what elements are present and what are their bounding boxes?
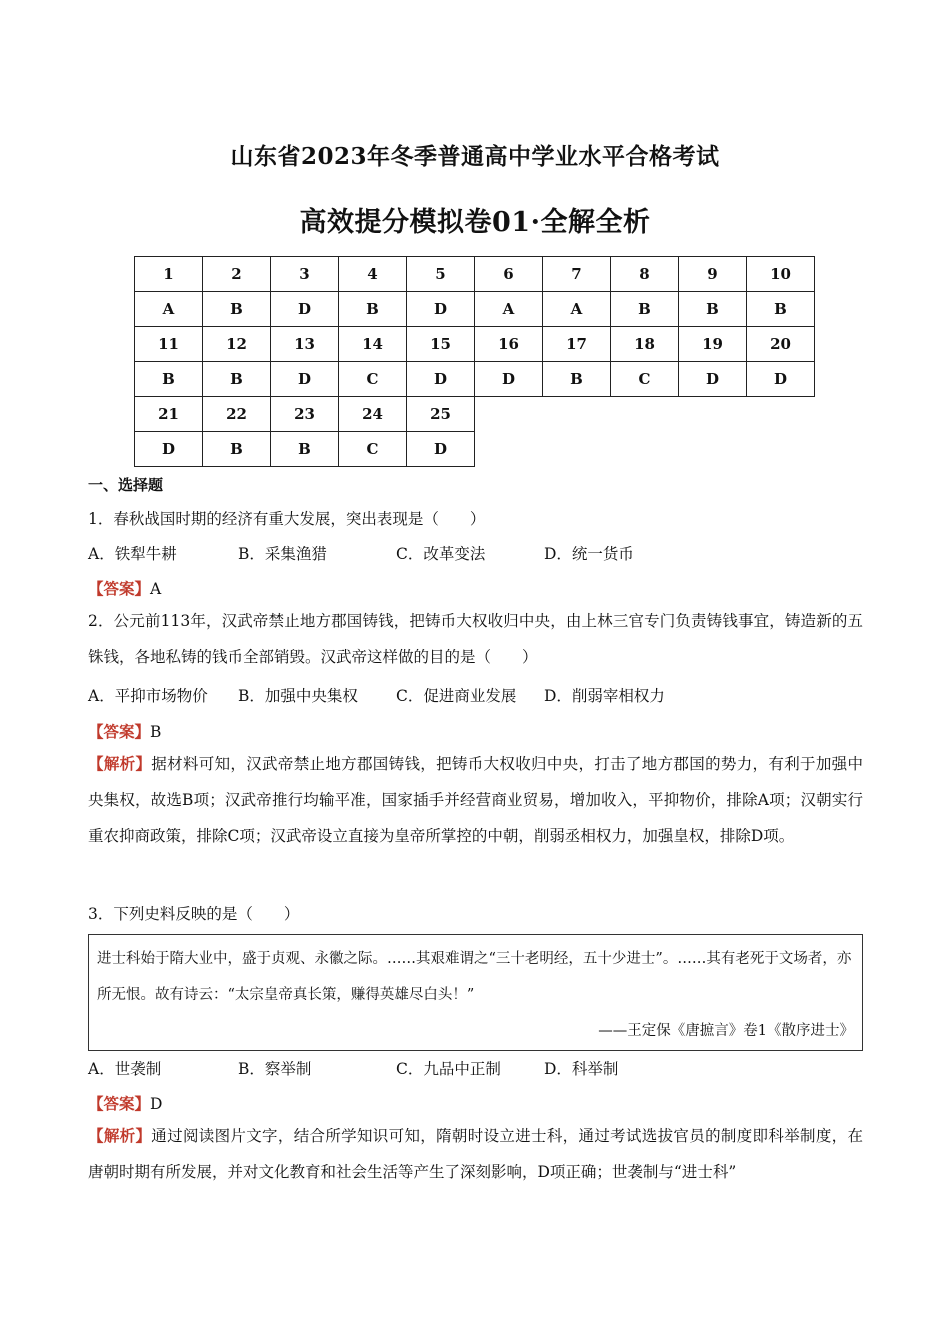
table-cell: D (679, 362, 747, 397)
question-1-answer (88, 577, 161, 599)
option-b: B．加强中央集权 (238, 687, 358, 705)
table-cell: 6 (475, 257, 543, 292)
answer-label: 【答案】 (88, 722, 151, 741)
table-cell: D (271, 362, 339, 397)
answer-value: B (150, 723, 162, 741)
analysis-text: 通过阅读图片文字，结合所学知识可知，隋朝时设立进士科，通过考试选拔官员的制度即科举制度，在唐朝时期有所发展，并对文化教育和社会生活等产生了深刻影响，D项正确；世袭制与“进士科” (88, 1127, 863, 1181)
table-cell: B (271, 432, 339, 467)
table-cell: A (543, 292, 611, 327)
option-d: D．统一货币 (544, 545, 634, 563)
table-cell: B (611, 292, 679, 327)
table-cell: 18 (611, 327, 679, 362)
table-cell: D (407, 362, 475, 397)
table-cell: 23 (271, 397, 339, 432)
option-d: D．削弱宰相权力 (544, 687, 665, 705)
table-row (135, 292, 815, 327)
question-2-options (88, 684, 665, 706)
table-cell: 13 (271, 327, 339, 362)
exam-subtitle: 高效提分模拟卷01·全解全析 (299, 207, 651, 238)
exam-title: 山东省2023年冬季普通高中学业水平合格考试 (230, 143, 720, 170)
question-2-answer (88, 720, 161, 742)
quote-text: 进士科始于隋大业中，盛于贞观、永徽之际。……其艰难谓之“三十老明经，五十少进士”。……其有老死于文场者，亦所无恨。故有诗云：“太宗皇帝真长策，赚得英雄尽白头！” (97, 951, 852, 1003)
table-row (135, 362, 815, 397)
table-cell: 4 (339, 257, 407, 292)
table-cell: B (203, 432, 271, 467)
question-2-analysis (88, 746, 863, 854)
source-quote-box (88, 934, 863, 1051)
table-cell: B (679, 292, 747, 327)
table-cell: A (135, 292, 203, 327)
answer-value: D (150, 1095, 163, 1113)
option-c: C．九品中正制 (396, 1060, 501, 1078)
question-2-stem: 2．公元前113年，汉武帝禁止地方郡国铸钱，把铸币大权收归中央，由上林三官专门负责铸钱事宜，铸造新的五铢钱，各地私铸的钱币全部销毁。汉武帝这样做的目的是（ ） (88, 612, 863, 666)
table-cell: B (135, 362, 203, 397)
table-cell: C (611, 362, 679, 397)
table-cell: 19 (679, 327, 747, 362)
analysis-label: 【解析】 (88, 1126, 152, 1145)
option-b: B．察举制 (238, 1060, 312, 1078)
answer-label: 【答案】 (88, 579, 151, 598)
table-cell: C (339, 432, 407, 467)
quote-source: ——王定保《唐摭言》卷1《散序进士》 (598, 1023, 854, 1039)
option-a: A．铁犁牛耕 (88, 545, 177, 563)
table-cell: 9 (679, 257, 747, 292)
option-a: A．平抑市场物价 (88, 687, 208, 705)
table-cell: 10 (747, 257, 815, 292)
table-cell: B (203, 292, 271, 327)
table-cell: D (407, 432, 475, 467)
table-cell: A (475, 292, 543, 327)
table-cell: 12 (203, 327, 271, 362)
table-cell: 14 (339, 327, 407, 362)
table-cell: 11 (135, 327, 203, 362)
answer-value: A (150, 580, 162, 598)
table-cell: 25 (407, 397, 475, 432)
section-title: 一、选择题 (88, 476, 164, 494)
table-cell: 17 (543, 327, 611, 362)
question-3-stem: 3．下列史料反映的是（ ） (88, 905, 300, 923)
table-cell: D (271, 292, 339, 327)
table-row (135, 327, 815, 362)
option-a: A．世袭制 (88, 1060, 162, 1078)
table-cell: D (747, 362, 815, 397)
option-b: B．采集渔猎 (238, 545, 327, 563)
table-cell: D (407, 292, 475, 327)
table-cell: 22 (203, 397, 271, 432)
table-cell: B (203, 362, 271, 397)
table-cell: D (475, 362, 543, 397)
answer-table (134, 256, 815, 467)
option-c: C．促进商业发展 (396, 687, 517, 705)
table-cell: 15 (407, 327, 475, 362)
option-c: C．改革变法 (396, 545, 486, 563)
analysis-label: 【解析】 (88, 754, 152, 773)
answer-label: 【答案】 (88, 1094, 151, 1113)
question-3-options (88, 1057, 618, 1079)
option-d: D．科举制 (544, 1060, 619, 1078)
table-row (135, 397, 815, 432)
table-cell: B (543, 362, 611, 397)
table-cell: 2 (203, 257, 271, 292)
table-cell: 16 (475, 327, 543, 362)
table-cell: 7 (543, 257, 611, 292)
table-cell: C (339, 362, 407, 397)
table-cell: B (339, 292, 407, 327)
table-blank (475, 397, 815, 467)
question-3-answer (88, 1092, 162, 1114)
table-cell: 8 (611, 257, 679, 292)
table-cell: 5 (407, 257, 475, 292)
table-cell: B (747, 292, 815, 327)
analysis-text: 据材料可知，汉武帝禁止地方郡国铸钱，把铸币大权收归中央，打击了地方郡国的势力，有利于加强中央集权，故选B项；汉武帝推行均输平准，国家插手并经营商业贸易，增加收入，平抑物价，排除A项；汉朝实行重农抑商政策，排除C项；汉武帝设立直接为皇帝所掌控的中朝，削弱丞相权力，加强皇权，排除D项。 (88, 755, 863, 845)
table-cell: 1 (135, 257, 203, 292)
table-row (135, 257, 815, 292)
table-cell: 24 (339, 397, 407, 432)
question-1-stem: 1．春秋战国时期的经济有重大发展，突出表现是（ ） (88, 510, 486, 528)
table-cell: 3 (271, 257, 339, 292)
question-3-analysis (88, 1118, 863, 1190)
table-cell: 20 (747, 327, 815, 362)
table-cell: 21 (135, 397, 203, 432)
table-cell: D (135, 432, 203, 467)
question-1-options (88, 542, 634, 564)
